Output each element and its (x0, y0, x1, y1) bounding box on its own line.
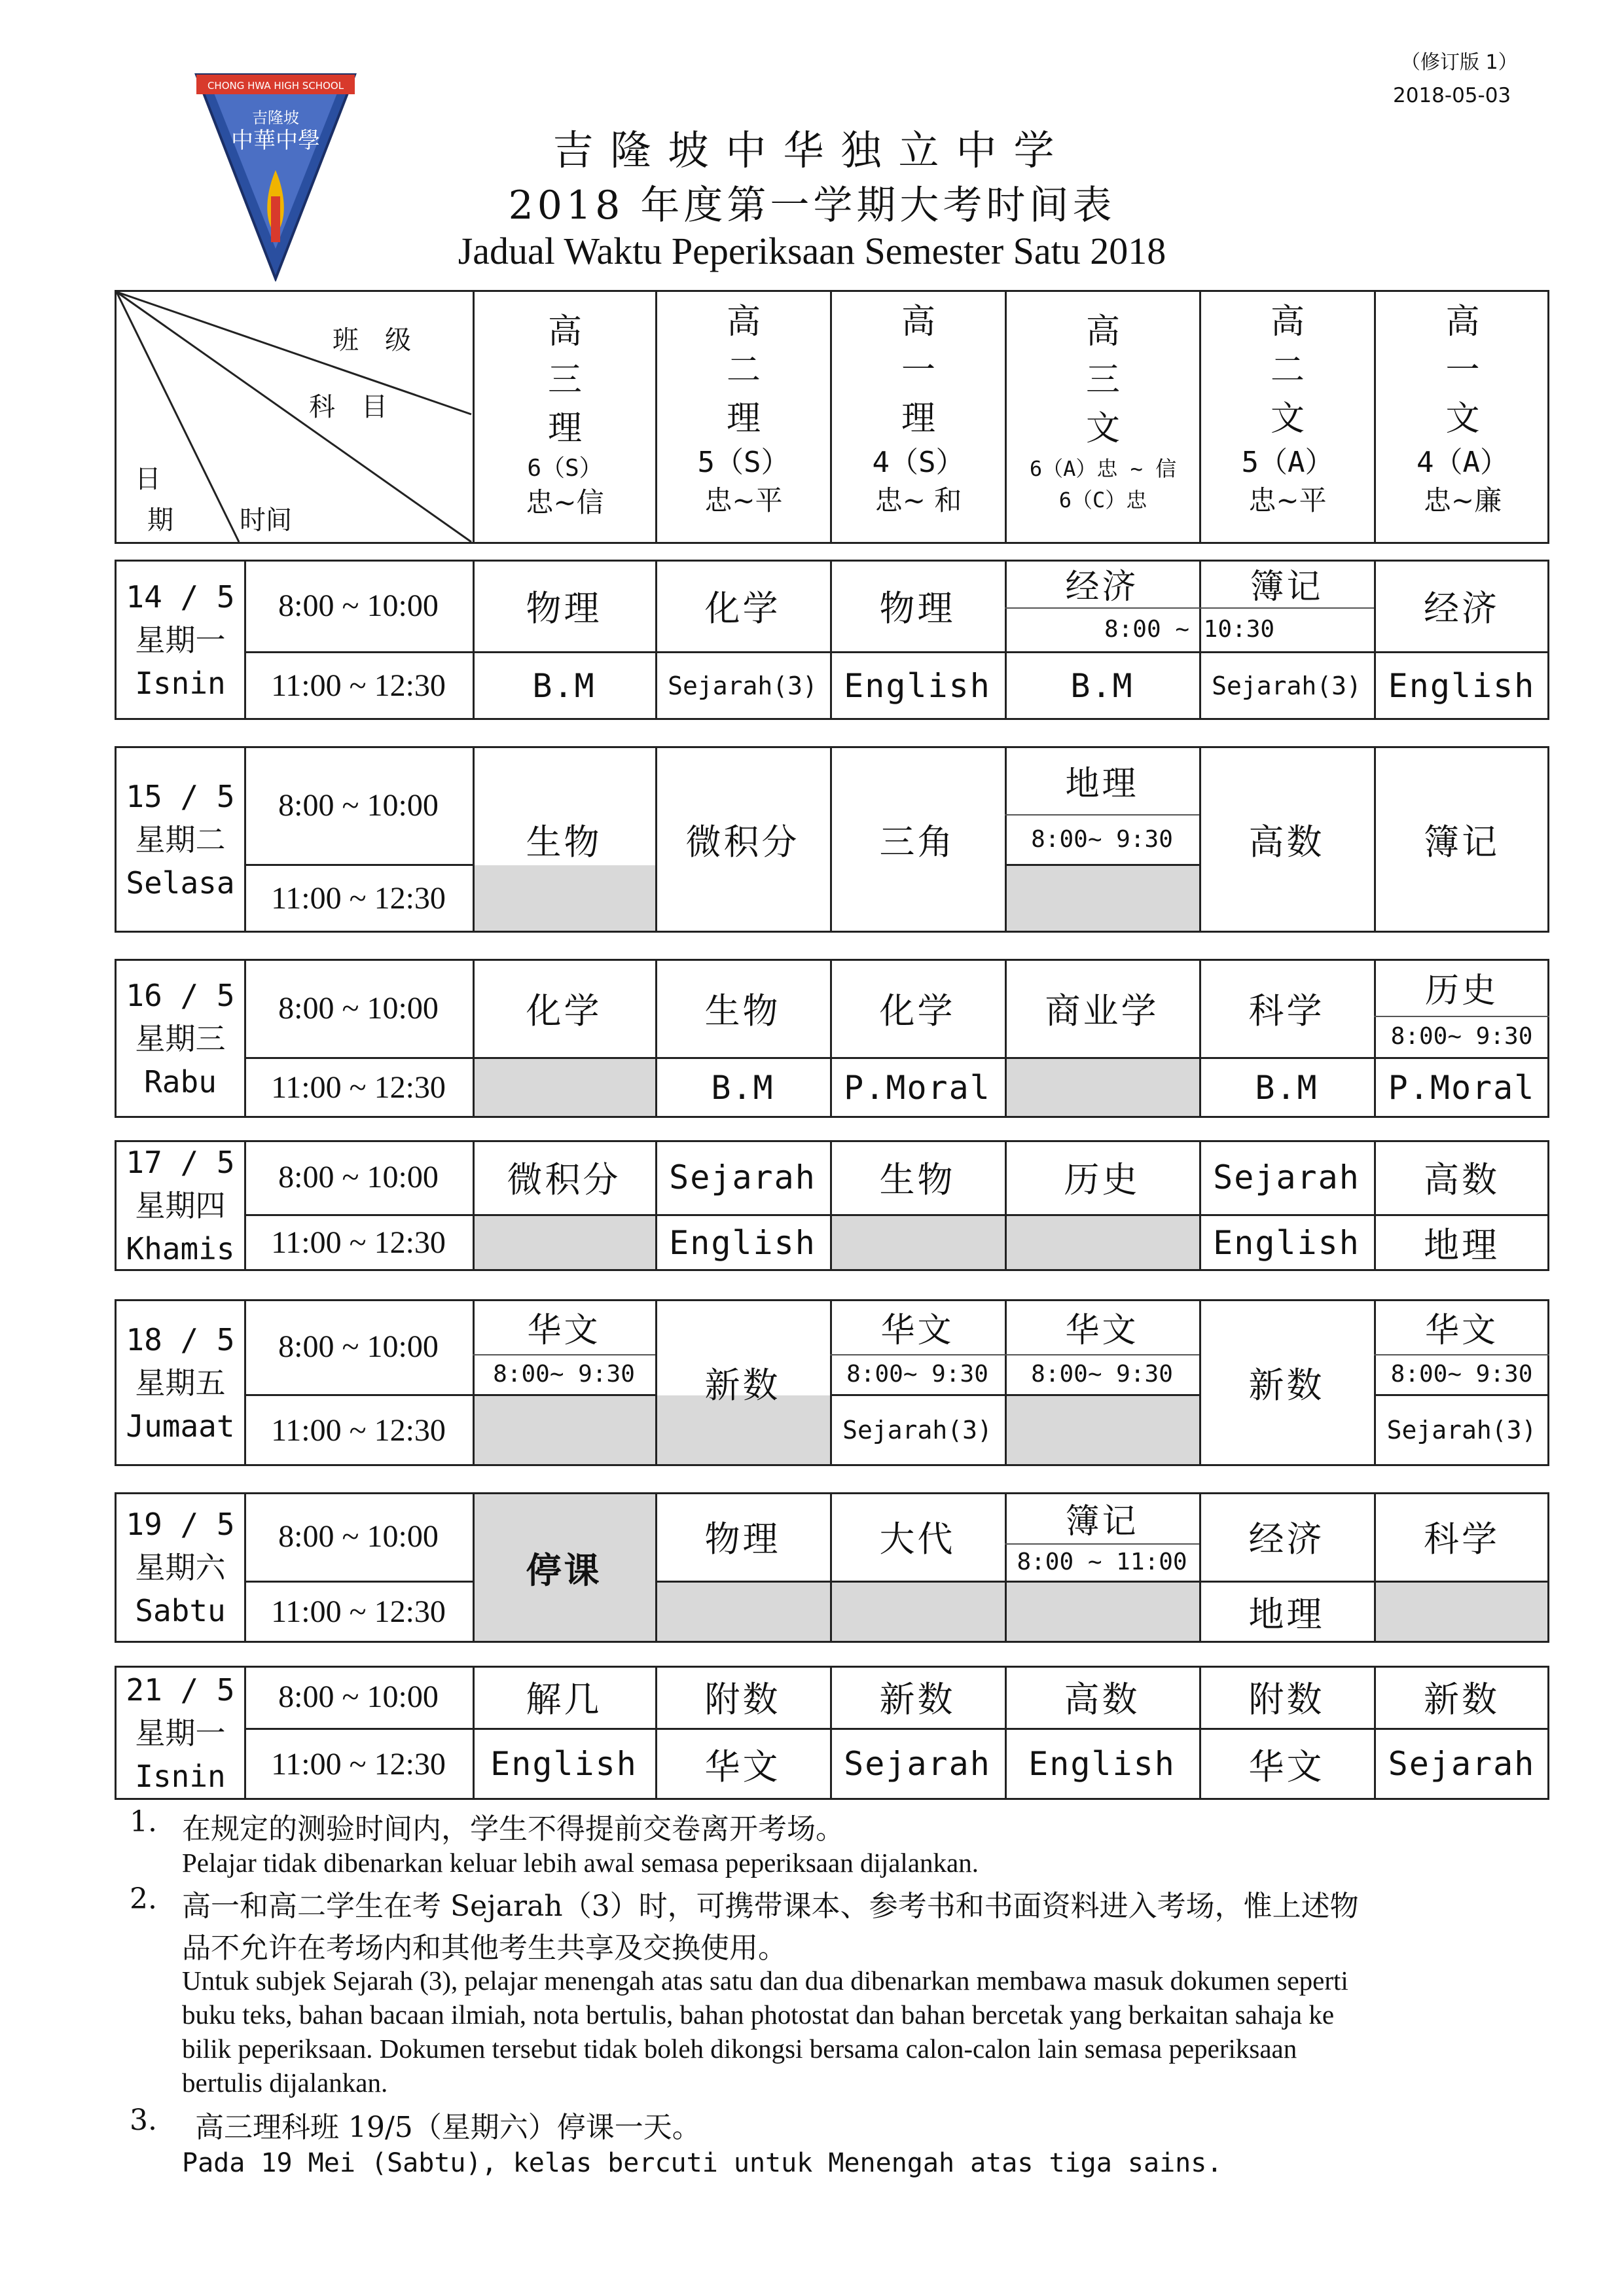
subject-cell: Sejarah (844, 1745, 991, 1783)
svg-text:中華中學: 中華中學 (231, 128, 320, 154)
time-slot-2: 11:00 ~ 12:30 (271, 1070, 446, 1105)
subject-cell: 华文 (880, 1310, 954, 1350)
column-char: 文 (1445, 399, 1480, 439)
time-band-divider (1199, 607, 1374, 609)
inline-exam-time: 8:00 ~ 10:30 (1104, 615, 1275, 643)
subject-cell: Sejarah(3) (668, 671, 818, 700)
subject-cell: 新数 (1248, 1365, 1325, 1406)
time-slot-1: 8:00 ~ 10:00 (278, 1160, 439, 1194)
subject-cell: B.M (532, 666, 596, 705)
note-1-chinese: 在规定的测验时间内，学生不得提前交卷离开考场。 (182, 1812, 844, 1846)
column-range: 忠~平 (1248, 484, 1327, 516)
subject-cell: 华文 (527, 1310, 601, 1350)
note-2-malay-2: buku teks, bahan bacaan ilmiah, nota bertulis, bahan photostat dan bahan bercetak yang berkaitan sahaja ke (182, 2000, 1335, 2030)
time-slot-2: 11:00 ~ 12:30 (271, 1746, 446, 1782)
note-1-number: 1. (130, 1805, 157, 1839)
column-char: 高 (1085, 312, 1120, 351)
time-slot-1: 8:00 ~ 10:00 (278, 787, 439, 823)
row-divider (1005, 1581, 1199, 1583)
subject-cell: 历史 (1064, 1159, 1140, 1200)
note-2-malay-4: bertulis dijalankan. (182, 2068, 388, 2098)
date-cell (117, 1140, 244, 1271)
date-label: 21 / 5 (126, 1672, 235, 1708)
column-range: 忠~廉 (1423, 484, 1502, 516)
row-divider (1005, 1057, 1199, 1059)
subject-cell: B.M (1255, 1068, 1318, 1107)
row-divider (830, 1214, 1005, 1216)
subject-cell: 附数 (704, 1679, 781, 1720)
date-cell (117, 560, 244, 720)
subject-cell: 高数 (1064, 1679, 1140, 1720)
date-label: 19 / 5 (126, 1507, 235, 1542)
subject-cell: 地理 (1248, 1594, 1325, 1635)
column-char: 高 (901, 302, 935, 342)
note-2-malay-1: Untuk subjek Sejarah (3), pelajar menengah atas satu dan dua dibenarkan membawa masuk dokumen seperti (182, 1965, 1348, 1996)
subject-cell: 大代 (879, 1518, 956, 1560)
document-date: 2018-05-03 (1393, 84, 1511, 107)
column-header (657, 298, 830, 519)
subject-cell: 高数 (1424, 1159, 1500, 1200)
subject-cell: 簿记 (1250, 567, 1324, 607)
date-label: 16 / 5 (126, 977, 235, 1013)
column-char: 三 (547, 361, 582, 400)
inline-exam-time: 8:00~ 9:30 (846, 1361, 988, 1388)
column-char: 高 (1270, 302, 1305, 342)
column-range: 忠~平 (704, 484, 783, 516)
time-slot-2: 11:00 ~ 12:30 (271, 881, 446, 916)
column-char: 二 (1270, 351, 1305, 390)
subject-cell: B.M (711, 1068, 774, 1107)
time-slot-1: 8:00 ~ 10:00 (278, 588, 439, 623)
row-divider (1005, 1394, 1199, 1396)
inline-exam-time: 8:00~ 9:30 (1390, 1361, 1533, 1388)
subject-cell: 生物 (879, 1159, 956, 1200)
weekday-malay: Sabtu (135, 1593, 226, 1628)
subject-cell: 华文 (704, 1746, 781, 1787)
subject-cell: P.Moral (1388, 1068, 1536, 1107)
subject-cell: 新数 (704, 1365, 781, 1406)
column-header (475, 308, 655, 521)
row-divider (830, 1581, 1005, 1583)
date-cell (117, 1492, 244, 1643)
subject-cell: B.M (1070, 666, 1134, 705)
subject-cell: 解几 (526, 1679, 602, 1720)
weekday-chinese: 星期三 (135, 1020, 226, 1056)
weekday-malay: Isnin (135, 1758, 226, 1794)
subject-cell: 微积分 (507, 1159, 621, 1200)
date-label: 15 / 5 (126, 778, 235, 814)
inline-exam-time: 8:00~ 9:30 (1031, 1361, 1173, 1388)
subject-cell: 微积分 (685, 821, 800, 863)
note-3-number: 3. (130, 2104, 157, 2137)
svg-text:CHONG HWA HIGH SCHOOL: CHONG HWA HIGH SCHOOL (207, 80, 344, 92)
column-header (1201, 298, 1374, 519)
subject-cell: 物理 (879, 587, 956, 629)
time-slot-2: 11:00 ~ 12:30 (271, 1412, 446, 1448)
row-divider (1374, 1581, 1549, 1583)
column-class: 5（S） (697, 446, 790, 479)
subject-cell: 华文 (1248, 1746, 1325, 1787)
subject-cell: 经济 (1424, 587, 1500, 629)
row-divider (1005, 1214, 1199, 1216)
subject-cell: 新数 (1424, 1679, 1500, 1720)
title-chinese-sub: 2018 年度第一学期大考时间表 (508, 183, 1116, 228)
column-class: 6（A）忠 ~ 信 (1029, 456, 1177, 481)
weekday-malay: Jumaat (126, 1408, 235, 1444)
subject-cell: 簿记 (1424, 821, 1500, 863)
time-slot-2: 11:00 ~ 12:30 (271, 1225, 446, 1260)
column-class: 5（A） (1241, 446, 1334, 479)
weekday-malay: Isnin (135, 665, 226, 701)
note-2-chinese-a: 高一和高二学生在考 Sejarah（3）时，可携带课本、参考书和书面资料进入考场，惟上述物 (182, 1890, 1359, 1923)
column-char: 理 (726, 399, 761, 439)
row-divider (1005, 864, 1199, 866)
time-slot-1: 8:00 ~ 10:00 (278, 1679, 439, 1714)
column-class: 4（S） (872, 446, 965, 479)
subject-cell: Sejarah(3) (1212, 671, 1362, 700)
column-header (832, 298, 1005, 519)
date-cell (117, 746, 244, 933)
subject-cell: P.Moral (844, 1068, 991, 1107)
time-slot-1: 8:00 ~ 10:00 (278, 990, 439, 1026)
subject-cell: 簿记 (1065, 1501, 1139, 1541)
column-range: 6（C）忠 (1058, 488, 1147, 512)
subject-cell: 历史 (1424, 971, 1498, 1011)
weekday-chinese: 星期六 (135, 1550, 226, 1585)
column-char: 三 (1085, 361, 1120, 400)
column-char: 一 (1445, 351, 1480, 390)
column-char: 二 (726, 351, 761, 390)
corner-class-label: 班 级 (333, 325, 411, 355)
note-2-chinese-b: 品不允许在考场内和其他考生共享及交换使用。 (182, 1931, 787, 1965)
weekday-malay: Khamis (126, 1231, 235, 1266)
row-divider (655, 1581, 830, 1583)
subject-cell: English (1388, 666, 1536, 705)
weekday-chinese: 星期一 (135, 622, 226, 658)
subject-cell: 地理 (1065, 764, 1139, 804)
subject-cell: 地理 (1424, 1225, 1500, 1266)
subject-cell: 附数 (1248, 1679, 1325, 1720)
subject-cell: English (669, 1223, 816, 1262)
column-char: 理 (547, 409, 582, 448)
subject-cell: Sejarah (669, 1158, 816, 1196)
time-slot-1: 8:00 ~ 10:00 (278, 1519, 439, 1554)
time-slot-2: 11:00 ~ 12:30 (271, 668, 446, 703)
title-chinese: 吉隆坡中华独立中学 (552, 126, 1072, 174)
subject-cell: 高数 (1248, 821, 1325, 863)
weekday-malay: Selasa (126, 865, 235, 901)
date-label: 17 / 5 (126, 1145, 235, 1180)
note-2-malay-3: bilik peperiksaan. Dokumen tersebut tidak boleh dikongsi bersama calon-calon lain semasa peperiksaan (182, 2034, 1297, 2064)
column-class: 4（A） (1416, 446, 1509, 479)
date-label: 14 / 5 (126, 579, 235, 615)
row-divider (473, 1394, 655, 1396)
column-char: 高 (1445, 302, 1480, 342)
weekday-malay: Rabu (144, 1064, 217, 1100)
subject-cell: 新数 (879, 1679, 956, 1720)
subject-cell: Sejarah(3) (842, 1416, 992, 1444)
column-char: 理 (901, 399, 935, 439)
column-range: 忠~ 和 (875, 484, 962, 516)
column-char: 文 (1270, 399, 1305, 439)
column-char: 高 (726, 302, 761, 342)
subject-cell: Sejarah (1213, 1158, 1360, 1196)
column-char: 文 (1085, 409, 1120, 448)
subject-cell: 化学 (526, 990, 602, 1031)
subject-cell: 三角 (879, 821, 956, 863)
subject-cell: 商业学 (1045, 990, 1159, 1031)
column-char: 一 (901, 351, 935, 390)
corner-day-label-1: 日 (135, 464, 161, 494)
inline-exam-time: 8:00~ 9:30 (493, 1361, 635, 1388)
subject-cell: 经济 (1248, 1518, 1325, 1560)
subject-cell: Sejarah(3) (1386, 1416, 1537, 1444)
corner-day-label-2: 期 (147, 505, 173, 535)
weekday-chinese: 星期一 (135, 1715, 226, 1751)
corner-subject-label: 科 目 (309, 392, 388, 422)
date-label: 18 / 5 (126, 1321, 235, 1357)
subject-cell: 生物 (526, 821, 602, 863)
date-cell (117, 1666, 244, 1800)
inline-exam-time: 8:00~ 9:30 (1390, 1023, 1533, 1050)
note-2-number: 2. (130, 1882, 157, 1916)
column-header (1007, 308, 1199, 516)
corner-time-label: 时间 (240, 505, 292, 535)
subject-cell: 物理 (704, 1518, 781, 1560)
time-slot-2: 11:00 ~ 12:30 (271, 1594, 446, 1629)
subject-cell: 华文 (1424, 1310, 1498, 1350)
subject-cell: 化学 (704, 587, 781, 629)
subject-cell: English (1028, 1745, 1176, 1783)
note-1-malay: Pelajar tidak dibenarkan keluar lebih awal semasa peperiksaan dijalankan. (182, 1848, 979, 1878)
subject-cell: 华文 (1065, 1310, 1139, 1350)
subject-cell: 生物 (704, 990, 781, 1031)
subject-cell: English (844, 666, 991, 705)
subject-cell: Sejarah (1388, 1745, 1536, 1783)
column-range: 忠~信 (526, 486, 604, 518)
weekday-chinese: 星期五 (135, 1365, 226, 1401)
subject-cell: English (490, 1745, 638, 1783)
column-header (1376, 298, 1549, 519)
subject-cell: 化学 (879, 990, 956, 1031)
subject-cell: 经济 (1065, 567, 1139, 607)
date-cell (117, 1299, 244, 1466)
time-slot-1: 8:00 ~ 10:00 (278, 1329, 439, 1364)
suspended-label: 停课 (526, 1549, 602, 1591)
note-3-malay: Pada 19 Mei (Sabtu), kelas bercuti untuk Menengah atas tiga sains. (182, 2148, 1223, 2178)
column-class: 6（S） (527, 455, 603, 482)
subject-cell: 科学 (1424, 1518, 1500, 1560)
inline-exam-time: 8:00~ 9:30 (1031, 825, 1173, 853)
title-malay: Jadual Waktu Peperiksaan Semester Satu 2018 (458, 230, 1166, 272)
row-divider (473, 1214, 655, 1216)
subject-cell: English (1213, 1223, 1360, 1262)
date-cell (117, 959, 244, 1118)
inline-exam-time: 8:00 ~ 11:00 (1017, 1549, 1187, 1576)
weekday-chinese: 星期四 (135, 1188, 226, 1223)
weekday-chinese: 星期二 (135, 821, 226, 857)
column-char: 高 (547, 312, 582, 351)
note-3-chinese: 高三理科班 19/5（星期六）停课一天。 (195, 2111, 701, 2144)
revision-label: （修订版 1） (1401, 51, 1518, 74)
subject-cell: 科学 (1248, 990, 1325, 1031)
row-divider (473, 1057, 655, 1059)
svg-text:吉隆坡: 吉隆坡 (252, 109, 299, 127)
subject-cell: 物理 (526, 587, 602, 629)
